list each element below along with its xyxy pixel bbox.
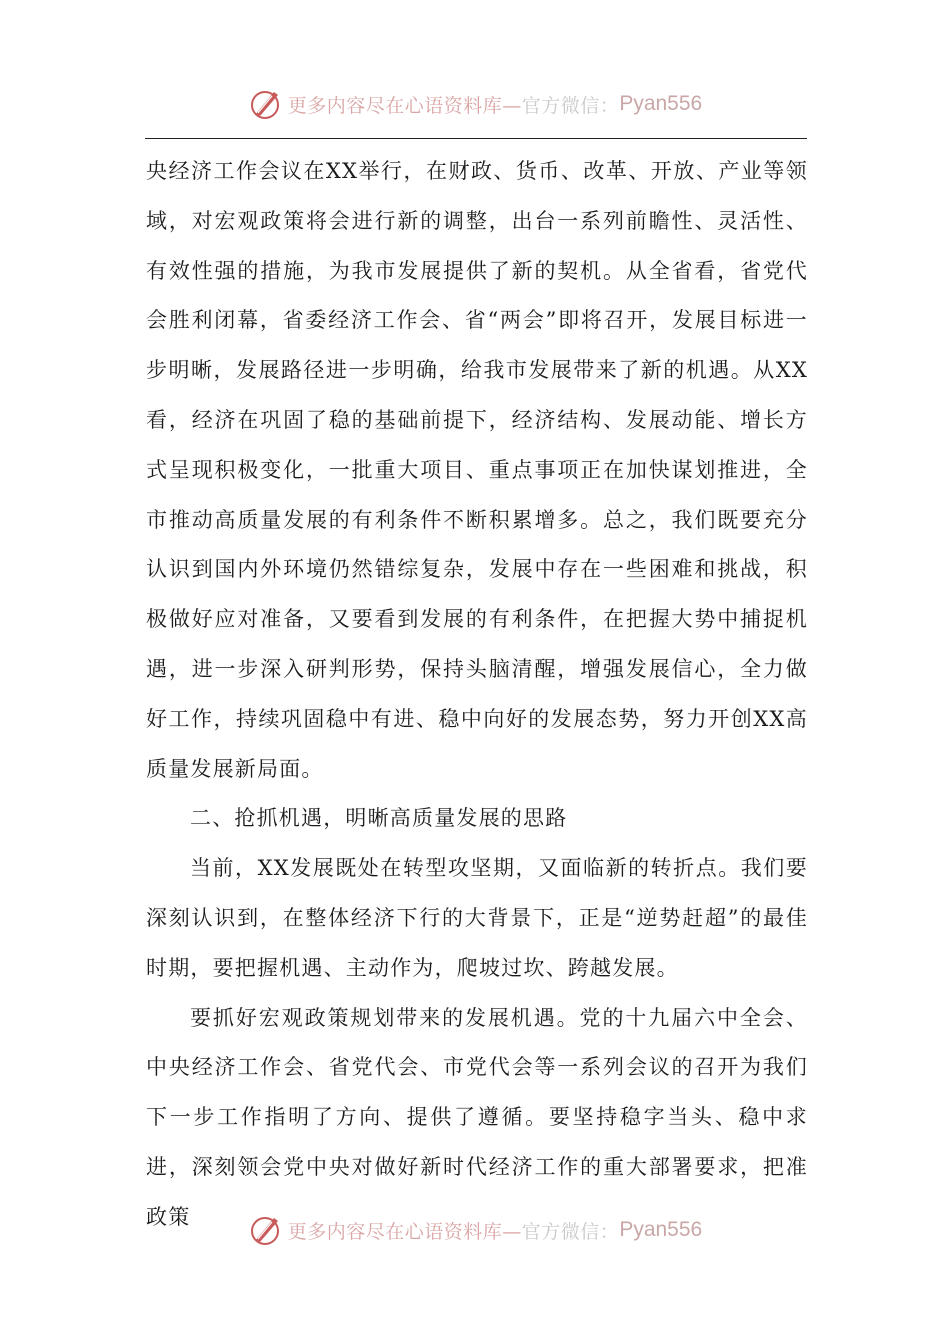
quill-logo-icon — [248, 1212, 284, 1248]
header-banner — [0, 84, 950, 124]
section-heading: 二、抢抓机遇，明晰高质量发展的思路 — [190, 806, 568, 831]
header-divider — [145, 138, 807, 139]
banner-wechat-label: 官方微信： — [521, 1220, 620, 1243]
footer-banner — [0, 1210, 950, 1250]
document-body — [146, 147, 808, 1243]
banner-wechat-id: Pyan556 — [619, 92, 703, 115]
paragraph: 要抓好宏观政策规划带来的发展机遇。党的十九届六中全会、中央经济工作会、省党代会、市党代会等一系列会议的召开为我们下一步工作指明了方向、提供了遵循。要坚持稳字当头、稳中求进，深刻领会党中央对做好新时代经济工作的重大部署要求，把准政策 — [146, 1005, 808, 1229]
paragraph: 央经济工作会议在XX举行，在财政、货币、改革、开放、产业等领域，对宏观政策将会进行新的调整，出台一系列前瞻性、灵活性、有效性强的措施，为我市发展提供了新的契机。从全省看，省党代会胜利闭幕，省委经济工作会、省“两会”即将召开，发展目标进一步明晰，发展路径进一步明确，给我市发展带来了新的机遇。从XX看，经济在巩固了稳的基础前提下，经济结构、发展动能、增长方式呈现积极变化，一批重大项目、重点事项正在加快谋划推进，全市推动高质量发展的有利条件不断积累增多。总之，我们既要充分认识到国内外环境仍然错综复杂，发展中存在一些困难和挑战，积极做好应对准备，又要看到发展的有利条件，在把握大势中捕捉机遇，进一步深入研判形势，保持头脑清醒，增强发展信心，全力做好工作，持续巩固稳中有进、稳中向好的发展态势，努力开创XX高质量发展新局面。 — [146, 159, 808, 781]
banner-wechat-label: 官方微信： — [521, 94, 620, 117]
banner-text: 更多内容尽在心语资料库— — [287, 94, 522, 117]
quill-logo-icon — [248, 86, 284, 122]
banner-wechat-id: Pyan556 — [619, 1218, 703, 1241]
paragraph: 当前，XX发展既处在转型攻坚期，又面临新的转折点。我们要深刻认识到，在整体经济下行的大背景下，正是“逆势赶超”的最佳时期，要把握机遇、主动作为，爬坡过坎、跨越发展。 — [146, 856, 808, 980]
banner-text: 更多内容尽在心语资料库— — [287, 1220, 522, 1243]
